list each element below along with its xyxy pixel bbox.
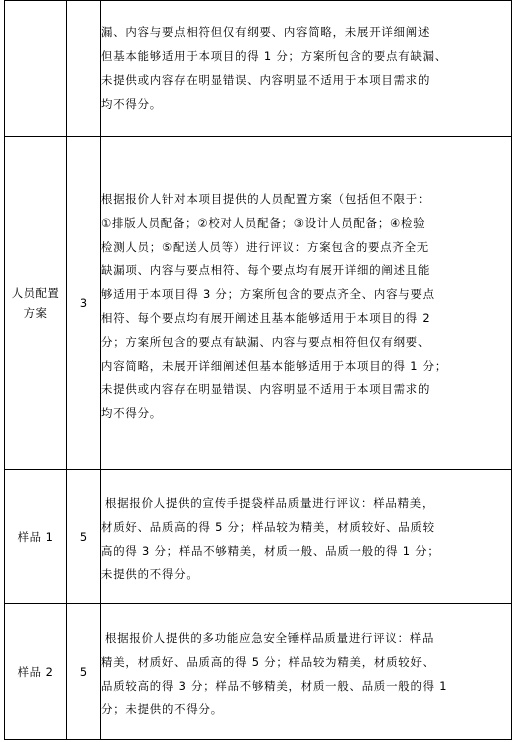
criteria-line: 品质较高的得 3 分；样品不够精美，材质一般、品质一般的得 1 xyxy=(101,678,448,693)
criteria-cell xyxy=(101,137,512,470)
criteria-line: 检测人员；⑤配送人员等）进行评议：方案包含的要点齐全无 xyxy=(101,239,429,254)
score-cell: 5 xyxy=(67,604,101,740)
criteria-cell xyxy=(101,1,512,137)
table-row xyxy=(5,604,512,740)
score-cell: 3 xyxy=(67,137,101,470)
item-name-cell: 样品 1 xyxy=(5,470,67,604)
item-name-cell xyxy=(5,137,67,470)
criteria-line: ①排版人员配备；②校对人员配备；③设计人员配备；④检验 xyxy=(101,215,426,230)
criteria-line: 均不得分。 xyxy=(101,96,162,111)
criteria-line: 未提供或内容存在明显错误、内容明显不适用于本项目需求的 xyxy=(101,73,431,87)
criteria-line: 漏、内容与要点相符但仅有纲要、内容简略，未展开详细阐述 xyxy=(101,25,431,40)
criteria-line: 精美，材质好、品质高的得 5 分；样品较为精美，材质较好、 xyxy=(101,654,435,669)
criteria-line: 分；方案所包含的要点有缺漏、内容与要点相符但仅有纲要、 xyxy=(101,334,431,349)
criteria-cell xyxy=(101,604,512,740)
item-name-cell xyxy=(5,1,67,137)
criteria-line: 根据报价人提供的多功能应急安全锤样品质量进行评议：样品 xyxy=(105,630,435,645)
item-name-line: 方案 xyxy=(23,306,48,320)
criteria-line: 内容简略，未展开详细阐述但基本能够适用于本项目的得 1 分； xyxy=(101,358,448,373)
criteria-line: 高的得 3 分；样品不够精美，材质一般、品质一般的得 1 分； xyxy=(101,543,440,558)
score-cell xyxy=(67,1,101,137)
document-page xyxy=(4,0,512,742)
criteria-line: 分；未提供的不得分。 xyxy=(101,702,223,717)
criteria-line: 相符、每个要点均有展开阐述且基本能够适用于本项目的得 2 xyxy=(101,311,431,325)
table-row xyxy=(5,137,512,470)
scoring-table xyxy=(4,0,512,740)
item-name-line: 人员配置 xyxy=(11,286,60,300)
table-row xyxy=(5,1,512,137)
criteria-line: 未提供或内容存在明显错误、内容明显不适用于本项目需求的 xyxy=(101,382,431,397)
criteria-cell xyxy=(101,470,512,604)
criteria-line: 根据报价人提供的宣传手提袋样品质量进行评议：样品精美， xyxy=(105,495,435,510)
criteria-line: 均不得分。 xyxy=(101,406,162,421)
table-row xyxy=(5,470,512,604)
score-cell: 5 xyxy=(67,470,101,604)
criteria-line: 够适用于本项目得 3 分；方案所包含的要点齐全、内容与要点 xyxy=(101,287,435,302)
criteria-line: 根据报价人针对本项目提供的人员配置方案（包括但不限于： xyxy=(101,192,431,207)
criteria-line: 未提供的不得分。 xyxy=(101,567,199,582)
criteria-line: 材质好、品质高的得 5 分；样品较为精美，材质较好、品质较 xyxy=(101,519,435,534)
item-name-cell: 样品 2 xyxy=(5,604,67,740)
criteria-line: 缺漏项、内容与要点相符、每个要点均有展开详细的阐述且能 xyxy=(101,263,431,278)
criteria-line: 但基本能够适用于本项目的得 1 分；方案所包含的要点有缺漏、 xyxy=(101,49,448,64)
